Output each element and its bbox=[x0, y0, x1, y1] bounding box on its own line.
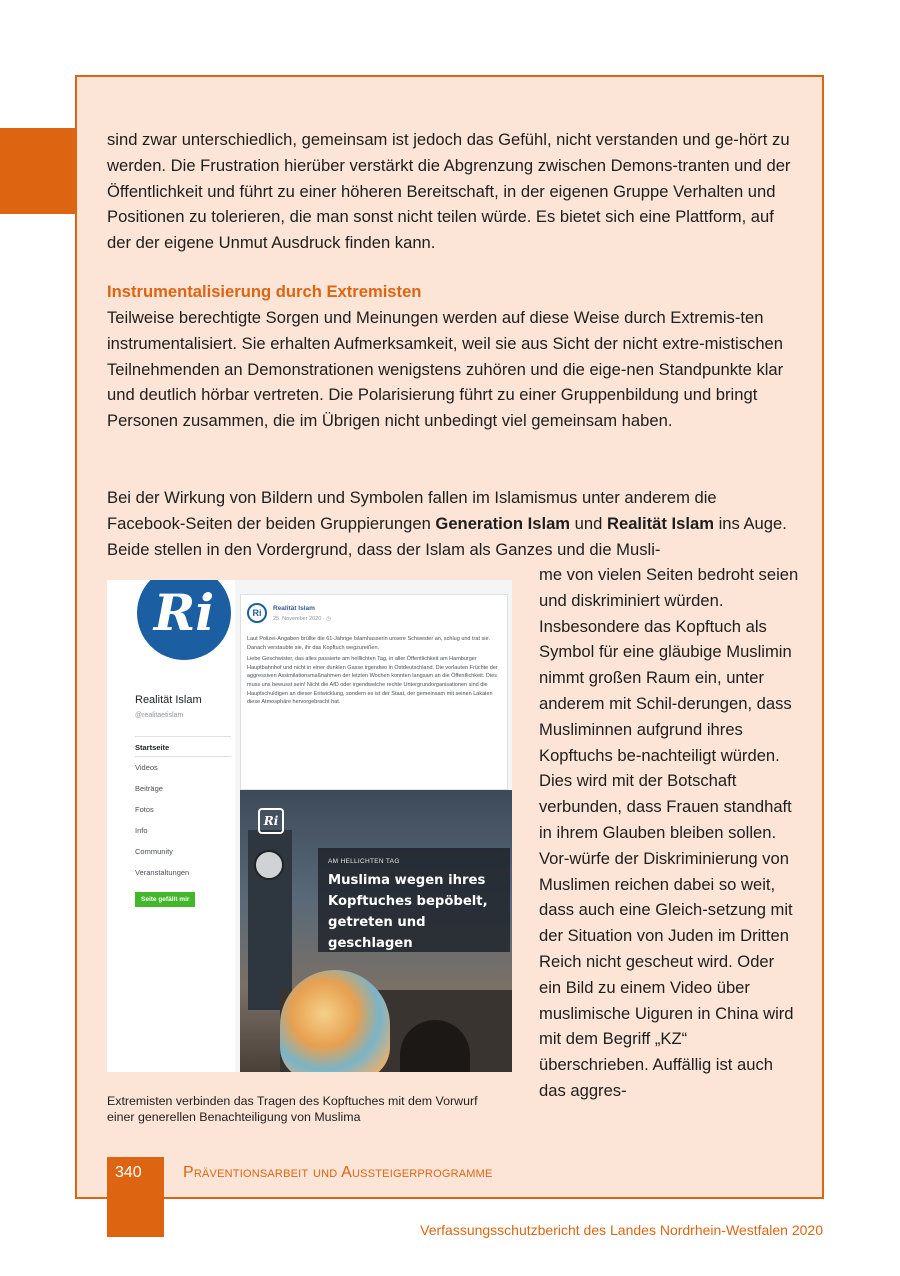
figure-caption bbox=[107, 1094, 527, 1125]
facebook-nav bbox=[135, 736, 231, 883]
page-number: 340 bbox=[115, 1164, 142, 1181]
facebook-screenshot bbox=[107, 580, 512, 1072]
post-image bbox=[240, 790, 512, 1072]
overlay-subtitle: AM HELLICHTEN TAG bbox=[328, 858, 400, 865]
headline-overlay bbox=[318, 848, 510, 952]
facebook-sidebar bbox=[107, 580, 235, 1072]
logo-text: Ri bbox=[153, 583, 215, 642]
overlay-title-line-3: getreten und geschlagen bbox=[328, 915, 426, 951]
paragraph-2: Teilweise berechtigte Sorgen und Meinungen werden auf diese Weise durch Extremis-ten instrumentalisiert. Sie erhalten Aufmerksamkeit, weil sie aus Sicht der nicht extre-mistischen Teilnehmenden an Demonstrationen wenigstens zuhören und die eige-nen Standpunkte klar und deutlich hörbar vertreten. Die Polarisierung führt zu einer Gruppenbildung und bringt Personen zusammen, die im Übrigen nicht unbedingt viel gemeinsam haben. bbox=[107, 308, 784, 431]
nav-item-videos: Videos bbox=[135, 763, 158, 772]
post-text-1: Laut Polizei-Angaben brüllte die 61-Jährige Islamhasserin unsere Schwester an, schlug und trat sie. Danach verstaubte sie, ihr das Kopftuch wegzureißen. bbox=[247, 636, 491, 651]
nav-item-community: Community bbox=[135, 847, 173, 856]
overlay-title-line-1: Muslima wegen ihres bbox=[328, 873, 486, 888]
nav-item-beitraege: Beiträge bbox=[135, 784, 163, 793]
side-tab-marker bbox=[0, 128, 76, 214]
caption-line-2: einer generellen Benachteiligung von Muslima bbox=[107, 1109, 361, 1124]
image-logo bbox=[258, 808, 284, 834]
post-avatar bbox=[247, 603, 267, 623]
paragraph-3 bbox=[107, 485, 793, 562]
section-title: Präventionsarbeit und Aussteigerprogramme bbox=[183, 1164, 493, 1181]
nav-item-fotos: Fotos bbox=[135, 805, 154, 814]
paragraph-1: sind zwar unterschiedlich, gemeinsam ist jedoch das Gefühl, nicht verstanden und ge-hört zu werden. Die Frustration hierüber verstärkt die Abgrenzung zwischen Demons-tranten und der Öffentlichkeit und führt zu einer höheren Bereitschaft, in der eigenen Gruppe Verhalten und Positionen zu tolerieren, die man sonst nicht teilen würde. Es bietet sich eine Plattform, auf der der eigene Unmut Ausdruck finden kann. bbox=[107, 130, 791, 253]
image-logo-text: Ri bbox=[263, 814, 279, 828]
paragraph-3-text-c: und bbox=[570, 513, 607, 533]
caption-line-1: Extremisten verbinden das Tragen des Kopftuches mit dem Vorwurf bbox=[107, 1094, 478, 1108]
nav-item-startseite: Startseite bbox=[135, 736, 231, 757]
page-handle: @realitaetislam bbox=[135, 712, 184, 719]
paragraph-3-text-e: ins Auge. Beide stellen in den Vordergrund, dass der Islam als Ganzes und die Musli- bbox=[107, 513, 787, 559]
section-heading: Instrumentalisierung durch Extremisten bbox=[107, 282, 422, 301]
overlay-title-line-2: Kopftuches bepöbelt, bbox=[328, 894, 488, 909]
realitaet-islam-logo bbox=[137, 580, 231, 660]
avatar-text: Ri bbox=[252, 608, 262, 618]
post-date: 25. November 2020 · ◷ bbox=[273, 616, 331, 622]
nav-item-veranstaltungen: Veranstaltungen bbox=[135, 868, 190, 877]
post-author: Realität Islam bbox=[273, 605, 315, 612]
report-footer: Verfassungsschutzbericht des Landes Nordrhein-Westfalen 2020 bbox=[420, 1222, 823, 1238]
post-text bbox=[247, 635, 503, 710]
page-name: Realität Islam bbox=[135, 694, 202, 706]
post-text-2: Liebe Geschwister, das alles passierte am helllichten Tag, in aller Öffentlichkeit am Hamburger Hauptbahnhof und nicht in einer dunklen Gasse irgendwo in Ostdeutschland. Die vorlauten Früchte der aggressiven Assimilationsmaßnahmen der letzten Wochen konnten langsam an die Öffentlichkeit. Dies muss uns bewusst sein! Nicht die AfD oder irgendwelche rechte Untergrundorganisationen sind die Hauptschuldigen an dieser Entwicklung, sondern es ist der Staat, der gemeinsam mit seinen Lakaien diese Atmosphäre hervorgebracht hat. bbox=[247, 656, 498, 706]
clock-face-shape bbox=[254, 850, 284, 880]
paragraph-3-text-a: Bei der Wirkung von Bildern und Symbolen fallen im Islamismus unter anderem die Facebook-Seiten der beiden Gruppierungen bbox=[107, 488, 717, 533]
nav-item-info: Info bbox=[135, 826, 148, 835]
right-column-text: me von vielen Seiten bedroht seien und diskriminiert würden. Insbesondere das Kopftuch als Symbol für eine gläubige Muslimin nimmt großen Raum ein, unter anderem mit Schil-derungen, dass Musliminnen aufgrund ihres Kopftuchs be-nachteiligt würden. Dies wird mit der Botschaft verbunden, dass Frauen standhaft in ihrem Glauben bleiben sollen. Vor-würfe der Diskriminierung von Muslimen reichen dabei so weit, dass auch eine Gleich-setzung mit der Situation von Juden im Dritten Reich nicht gescheut wird. Oder ein Bild zu einem Video über muslimische Uiguren in China wird mit dem Begriff „KZ“ überschrieben. Auffällig ist auch das aggres- bbox=[539, 565, 799, 1100]
like-page-button: Seite gefällt mir bbox=[135, 892, 195, 907]
facebook-post bbox=[240, 594, 508, 790]
generation-islam-name: Generation Islam bbox=[435, 513, 571, 533]
headscarf-shape bbox=[280, 970, 390, 1072]
realitaet-islam-name: Realität Islam bbox=[606, 513, 714, 533]
